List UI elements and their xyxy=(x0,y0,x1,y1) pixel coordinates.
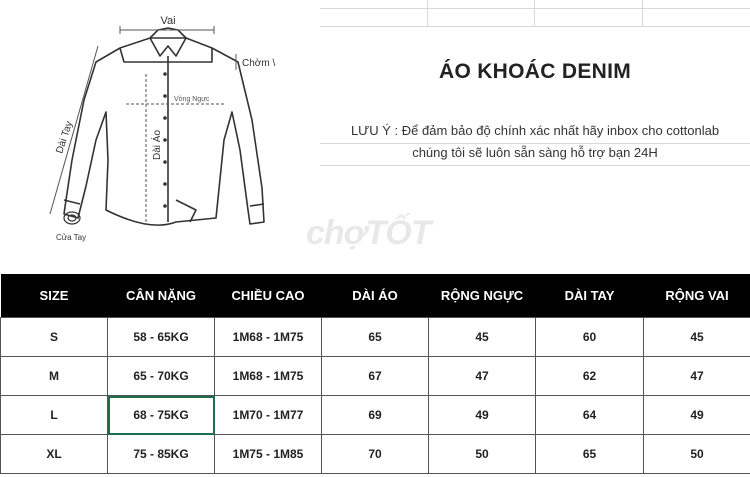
label-dai-tay: Dài Tay xyxy=(54,119,76,155)
header-sleeve: DÀI TAY xyxy=(536,274,644,318)
header-chest: RỘNG NGỰC xyxy=(429,274,536,318)
table-cell[interactable]: XL xyxy=(1,435,108,474)
table-cell[interactable]: 50 xyxy=(644,435,750,474)
table-cell[interactable]: 1M70 - 1M77 xyxy=(215,396,322,435)
selected-cell[interactable]: 68 - 75KG xyxy=(108,396,215,435)
table-cell[interactable]: S xyxy=(1,318,108,357)
watermark-logo: chợTỐT xyxy=(306,214,431,252)
table-cell[interactable]: 1M68 - 1M75 xyxy=(215,357,322,396)
table-cell[interactable]: M xyxy=(1,357,108,396)
header-size: SIZE xyxy=(1,274,108,318)
table-header-row xyxy=(1,274,750,318)
label-dai-ao: Dài Áo xyxy=(152,129,163,160)
table-cell[interactable]: 70 xyxy=(322,435,429,474)
table-cell[interactable]: 64 xyxy=(536,396,644,435)
table-cell[interactable]: 67 xyxy=(322,357,429,396)
table-cell[interactable]: 60 xyxy=(536,318,644,357)
note-line-1: LƯU Ý : Để đảm bảo độ chính xác nhất hãy inbox cho cottonlab xyxy=(350,123,720,138)
label-vong-nguc: Vòng Ngực xyxy=(174,96,210,103)
table-cell[interactable]: 50 xyxy=(429,435,536,474)
table-cell[interactable]: 65 - 70KG xyxy=(108,357,215,396)
size-table xyxy=(0,274,750,474)
table-cell[interactable]: 45 xyxy=(429,318,536,357)
table-cell[interactable]: 75 - 85KG xyxy=(108,435,215,474)
table-cell[interactable]: 1M75 - 1M85 xyxy=(215,435,322,474)
shirt-diagram xyxy=(0,0,320,274)
table-cell[interactable]: 49 xyxy=(429,396,536,435)
table-cell[interactable]: 49 xyxy=(644,396,750,435)
table-cell[interactable]: 65 xyxy=(536,435,644,474)
header-height: CHIỀU CAO xyxy=(215,274,322,318)
table-cell[interactable]: 1M68 - 1M75 xyxy=(215,318,322,357)
label-vai: Vai xyxy=(160,15,176,27)
label-cua-tay: Cửa Tay xyxy=(56,233,87,242)
header-length: DÀI ÁO xyxy=(322,274,429,318)
note-line-2: chúng tôi sẽ luôn sẵn sàng hỗ trợ bạn 24H xyxy=(412,145,658,160)
table-row xyxy=(1,357,750,396)
table-cell[interactable]: 47 xyxy=(644,357,750,396)
table-cell[interactable]: 58 - 65KG xyxy=(108,318,215,357)
table-cell[interactable]: 65 xyxy=(322,318,429,357)
table-row xyxy=(1,396,750,435)
table-cell[interactable]: 47 xyxy=(429,357,536,396)
table-cell[interactable]: 45 xyxy=(644,318,750,357)
product-title: ÁO KHOÁC DENIM xyxy=(438,60,632,83)
table-row xyxy=(1,318,750,357)
table-cell[interactable]: 69 xyxy=(322,396,429,435)
header-weight: CÂN NẶNG xyxy=(108,274,215,318)
table-row xyxy=(1,435,750,474)
label-chom: Chờm \ xyxy=(242,58,276,69)
header-shoulder: RỘNG VAI xyxy=(644,274,750,318)
table-cell[interactable]: L xyxy=(1,396,108,435)
table-cell[interactable]: 62 xyxy=(536,357,644,396)
